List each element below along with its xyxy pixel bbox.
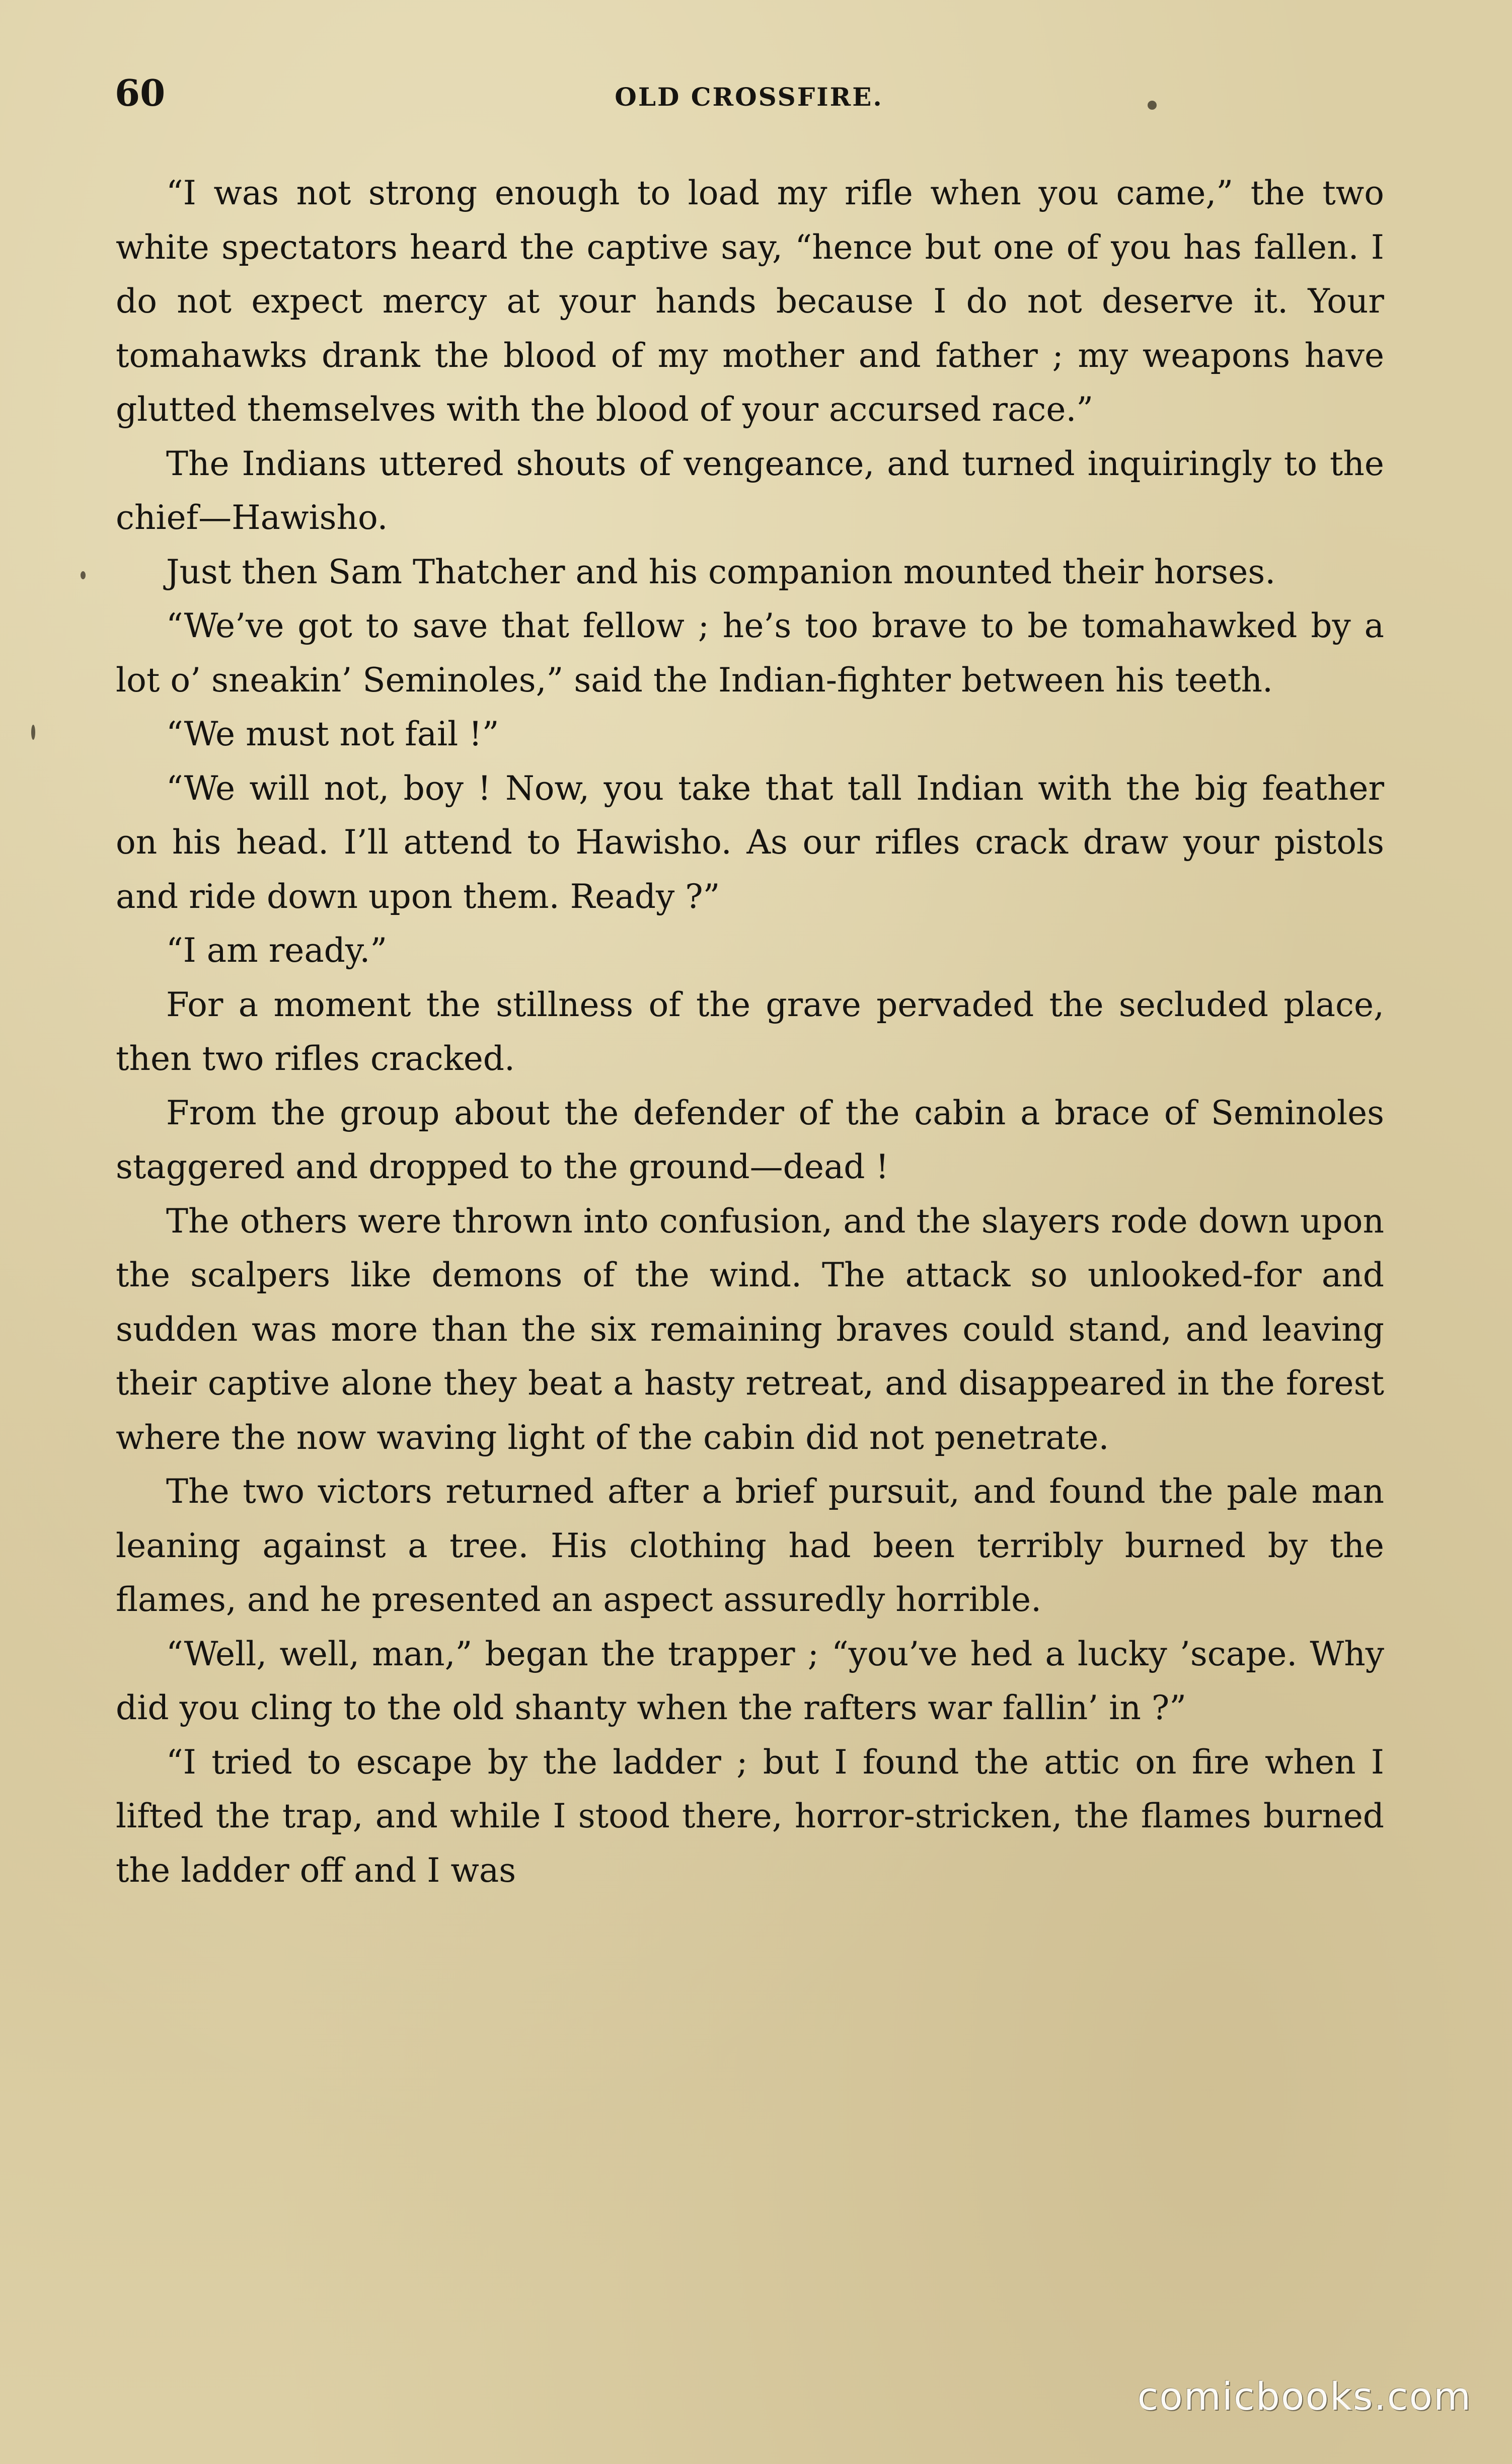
paper-speck: [31, 725, 35, 740]
paragraph: The others were thrown into confusion, and the slayers rode down upon the scalpers like demons of the wind. The attack so unlooked-for and sudden was more than the six remaining braves could stand, and leaving their captive alone they beat a hasty retreat, and disappeared in the forest where the now waving light of the cabin did not penetrate.: [116, 1201, 1384, 1457]
paper-speck: [1148, 101, 1157, 110]
paragraph: For a moment the stillness of the grave pervaded the secluded place, then two rifles cracked.: [116, 985, 1384, 1078]
page-number: 60: [115, 71, 166, 114]
paper-speck: [81, 571, 86, 579]
paragraph: “I was not strong enough to load my rifle when you came,” the two white spectators heard the captive say, “hence but one of you has fallen. I do not expect mercy at your hands because I do not deserve it. Your tomahawks drank the blood of my mother and father ; my weapons have glutted themselves with the blood of your accursed race.”: [116, 174, 1384, 429]
watermark: comicbooks.com: [1137, 2374, 1472, 2419]
paragraph: “I tried to escape by the ladder ; but I found the attic on fire when I lifted the trap, and while I stood there, horror-stricken, the flames burned the ladder off and I was: [116, 1742, 1384, 1890]
paragraph: “I am ready.”: [166, 931, 388, 970]
page-header: [115, 65, 1383, 121]
paragraph: From the group about the defender of the cabin a brace of Seminoles staggered and dropped to the ground—dead !: [116, 1093, 1384, 1186]
paragraph: Just then Sam Thatcher and his companion mounted their horses.: [166, 552, 1276, 591]
running-title: OLD CROSSFIRE.: [615, 82, 883, 112]
paragraph: “We will not, boy ! Now, you take that tall Indian with the big feather on his head. I’ll attend to Hawisho. As our rifles crack draw your pistols and ride down upon them. Ready ?”: [116, 768, 1384, 916]
paragraph: The Indians uttered shouts of vengeance, and turned inquiringly to the chief—Hawisho.: [116, 444, 1384, 537]
paragraph: “Well, well, man,” began the trapper ; “you’ve hed a lucky ’scape. Why did you cling to the old shanty when the rafters war fallin’ in ?”: [116, 1634, 1384, 1727]
paragraph: “We must not fail !”: [166, 715, 499, 753]
body-text: [116, 166, 1384, 1897]
paragraph: “We’ve got to save that fellow ; he’s too brave to be tomahawked by a lot o’ sneakin’ Seminoles,” said the Indian-fighter between his teeth.: [116, 606, 1384, 700]
paragraph: The two victors returned after a brief pursuit, and found the pale man leaning against a tree. His clothing had been terribly burned by the flames, and he presented an aspect assuredly horrible.: [116, 1472, 1384, 1619]
